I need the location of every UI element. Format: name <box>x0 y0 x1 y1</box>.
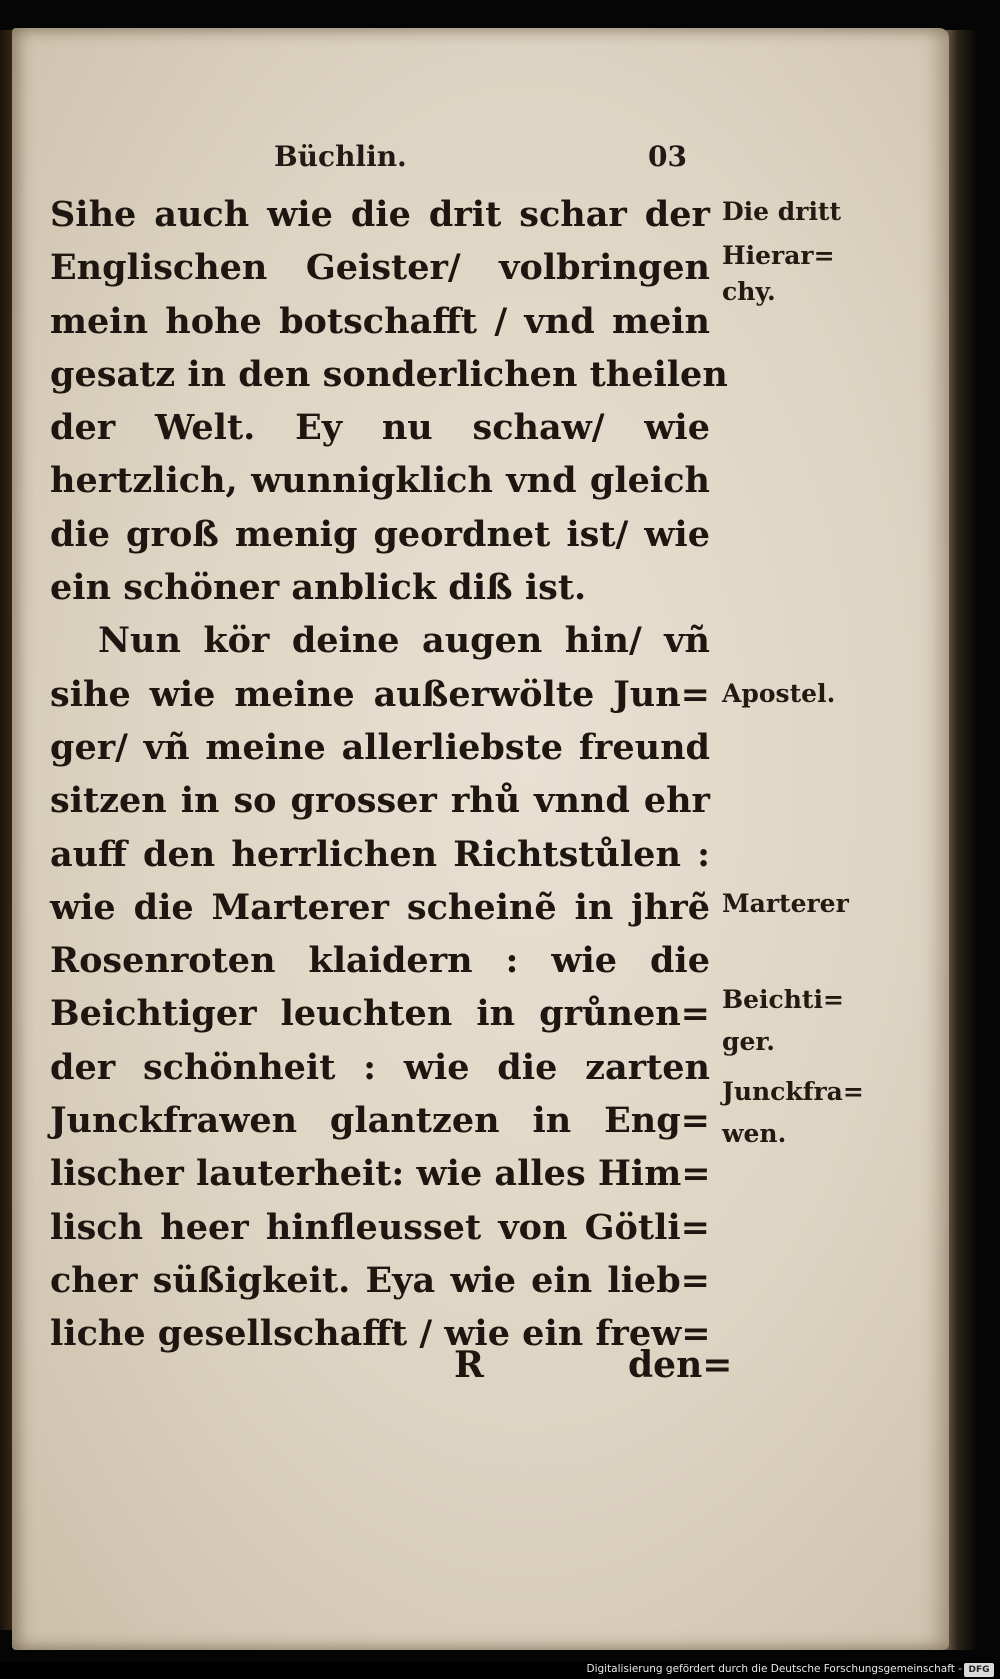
text-line: wie die Marterer scheinẽ in jhrẽ <box>50 886 710 928</box>
margin-note: Beichti= <box>722 985 844 1014</box>
page-bottom-marks <box>12 1344 949 1394</box>
margin-note: Hierar= <box>722 241 835 270</box>
book-page <box>12 28 949 1650</box>
text-line: liche gesellschafft / wie ein frew= <box>50 1313 711 1355</box>
funding-credit: Digitalisierung gefördert durch die Deutsche Forschungsgemeinschaft - <box>586 1663 962 1675</box>
text-line: Nun kör deine augen hin/ vñ <box>98 620 710 662</box>
margin-note: ger. <box>722 1027 775 1056</box>
page-fore-edge <box>946 30 976 1650</box>
margin-note: Apostel. <box>722 679 836 708</box>
text-line: der Welt. Ey nu schaw/ wie <box>50 407 710 449</box>
text-line: ger/ vñ meine allerliebste freund <box>50 726 710 768</box>
margin-note: Junckfra= <box>722 1077 864 1106</box>
text-line: der schönheit : wie die zarten <box>50 1046 710 1088</box>
margin-note: Marterer <box>722 889 849 918</box>
text-line: Sihe auch wie die drit schar der <box>50 194 710 235</box>
text-line: sitzen in so grosser rhů vnnd ehr <box>50 780 710 822</box>
folio-number: 03 <box>648 140 687 173</box>
signature-mark: R <box>454 1344 484 1386</box>
catchword: den= <box>628 1344 733 1386</box>
text-line: mein hohe botschafft / vnd mein <box>50 300 710 342</box>
text-line: gesatz in den sonderlichen theilen <box>50 353 728 395</box>
dfg-logo: DFG <box>964 1663 994 1677</box>
text-line: lischer lauterheit: wie alles Him= <box>50 1153 711 1195</box>
text-line: Beichtiger leuchten in grůnen= <box>50 993 710 1035</box>
margin-note: Die dritt <box>722 197 842 226</box>
text-line: sihe wie meine außerwölte Jun= <box>50 673 710 715</box>
running-head-title: Büchlin. <box>274 140 407 173</box>
margin-note: wen. <box>722 1119 787 1148</box>
text-line: Junckfrawen glantzen in Eng= <box>50 1100 710 1142</box>
text-line: Englischen Geister/ volbringen <box>50 247 710 289</box>
text-line: die groß menig geordnet ist/ wie <box>50 513 710 555</box>
running-head <box>12 140 949 184</box>
text-line: Rosenroten klaidern : wie die <box>50 940 710 982</box>
text-line: ein schöner anblick diß ist. <box>50 567 587 609</box>
text-line: hertzlich, wunnigklich vnd gleich <box>50 460 710 502</box>
text-line: auff den herrlichen Richtstůlen : <box>50 833 710 875</box>
main-text-block <box>50 188 728 1361</box>
text-line: cher süßigkeit. Eya wie ein lieb= <box>50 1259 710 1301</box>
text-line: lisch heer hinfleusset von Götli= <box>50 1206 710 1248</box>
margin-note: chy. <box>722 277 776 306</box>
